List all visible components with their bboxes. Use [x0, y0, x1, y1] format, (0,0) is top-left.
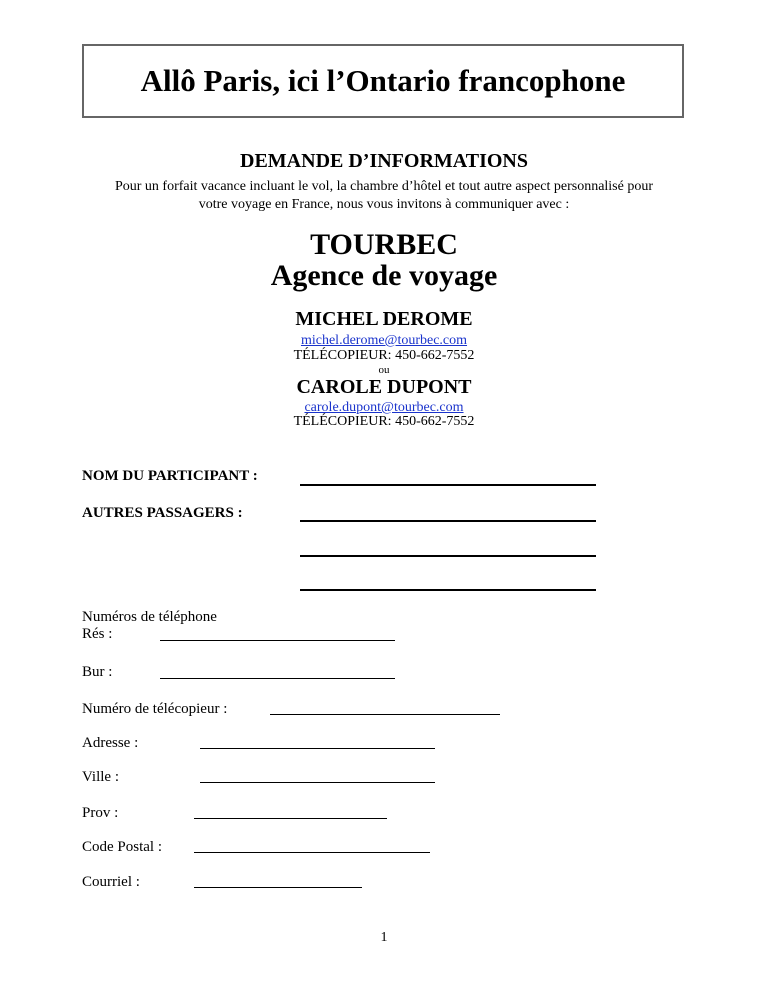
- fax-label: Numéro de télécopieur :: [82, 701, 228, 717]
- postal-field[interactable]: [194, 852, 430, 853]
- passengers-label: AUTRES PASSAGERS :: [82, 505, 243, 521]
- city-field[interactable]: [200, 782, 435, 783]
- prov-label: Prov :: [82, 805, 119, 821]
- contact-fax-2: TÉLÉCOPIEUR: 450-662-7552: [293, 414, 475, 429]
- city-label: Ville :: [82, 769, 120, 785]
- contact-email-1[interactable]: michel.derome@tourbec.com: [300, 333, 468, 348]
- email-label: Courriel :: [82, 874, 140, 890]
- passenger-field-2[interactable]: [300, 555, 596, 557]
- title-box: [82, 44, 684, 118]
- address-field[interactable]: [200, 748, 435, 749]
- postal-label: Code Postal :: [82, 839, 163, 855]
- fax-field[interactable]: [270, 714, 500, 715]
- participant-field[interactable]: [300, 484, 596, 486]
- or-separator: ou: [378, 364, 390, 376]
- res-label: Rés :: [82, 626, 113, 642]
- res-phone-field[interactable]: [160, 640, 395, 641]
- section-title: DEMANDE D’INFORMATIONS: [240, 150, 528, 172]
- contact-email-2[interactable]: carole.dupont@tourbec.com: [304, 400, 464, 415]
- contact-name-1: MICHEL DEROME: [295, 308, 473, 330]
- address-label: Adresse :: [82, 735, 139, 751]
- prov-field[interactable]: [194, 818, 387, 819]
- intro-line-1: Pour un forfait vacance incluant le vol, la chambre d’hôtel et tout autre aspect personnalisé pour: [114, 179, 654, 194]
- contact-fax-1: TÉLÉCOPIEUR: 450-662-7552: [293, 348, 475, 363]
- contact-name-2: CAROLE DUPONT: [296, 376, 472, 398]
- agency-subtitle: Agence de voyage: [270, 259, 498, 292]
- phones-label: Numéros de téléphone: [82, 609, 217, 625]
- bur-label: Bur :: [82, 664, 113, 680]
- passenger-field-3[interactable]: [300, 589, 596, 591]
- email-field[interactable]: [194, 887, 362, 888]
- passenger-field-1[interactable]: [300, 520, 596, 522]
- participant-label: NOM DU PARTICIPANT :: [82, 468, 258, 484]
- agency-name: TOURBEC: [310, 228, 458, 261]
- page-title: Allô Paris, ici l’Ontario francophone: [140, 63, 626, 98]
- page-number: 1: [380, 930, 388, 945]
- intro-line-2: votre voyage en France, nous vous invitons à communiquer avec :: [198, 197, 570, 212]
- bur-phone-field[interactable]: [160, 678, 395, 679]
